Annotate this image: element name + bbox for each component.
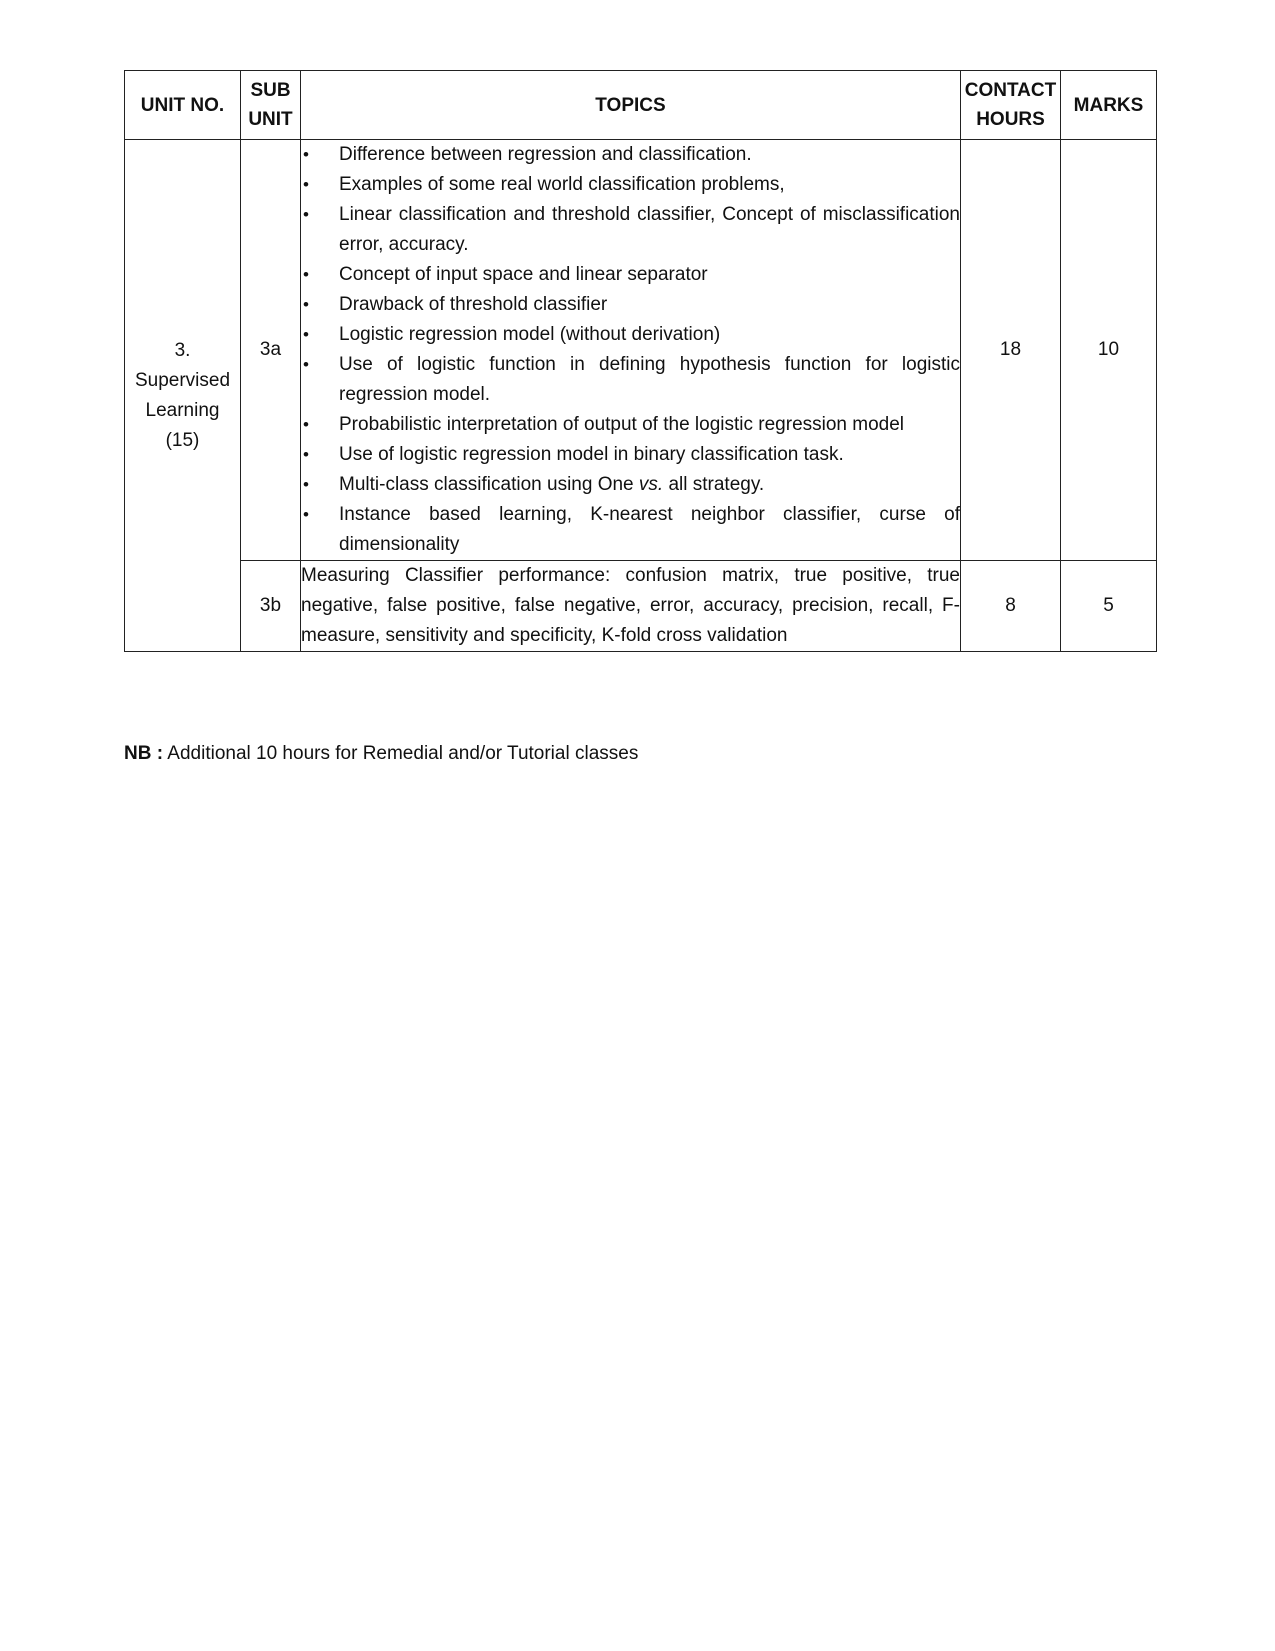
bullet-icon: • — [303, 175, 309, 194]
footnote — [124, 739, 638, 769]
bullet-icon: • — [303, 295, 309, 314]
list-item: • Use of logistic regression model in binary classification task. — [301, 440, 960, 470]
sub-unit-3b: 3b — [241, 561, 301, 652]
table-header-row — [125, 71, 1157, 140]
syllabus-page — [124, 70, 1156, 652]
list-item: • Multi-class classification using One vs. all strategy. — [301, 470, 960, 500]
syllabus-table — [124, 70, 1157, 652]
list-item: • Linear classification and threshold classifier, Concept of misclassification error, accuracy. — [301, 200, 960, 260]
list-item: • Probabilistic interpretation of output of the logistic regression model — [301, 410, 960, 440]
contact-hours-3a: 18 — [961, 140, 1061, 561]
unit-total: (15) — [165, 429, 200, 451]
bullet-icon: • — [303, 325, 309, 344]
bullet-icon: • — [303, 205, 309, 224]
footnote-text: Additional 10 hours for Remedial and/or Tutorial classes — [163, 743, 639, 764]
header-topics: TOPICS — [301, 71, 961, 140]
topics-3a — [301, 140, 961, 561]
marks-3a: 10 — [1061, 140, 1157, 561]
list-item: • Drawback of threshold classifier — [301, 290, 960, 320]
bullet-icon: • — [303, 475, 309, 494]
bullet-icon: • — [303, 355, 309, 374]
list-item: • Instance based learning, K-nearest neighbor classifier, curse of dimensionality — [301, 500, 960, 560]
table-row — [125, 140, 1157, 561]
list-item: • Use of logistic function in defining hypothesis function for logistic regression model. — [301, 350, 960, 410]
list-item: • Concept of input space and linear separator — [301, 260, 960, 290]
marks-3b: 5 — [1061, 561, 1157, 652]
header-marks: MARKS — [1061, 71, 1157, 140]
header-unit-no: UNIT NO. — [125, 71, 241, 140]
list-item: • Examples of some real world classification problems, — [301, 170, 960, 200]
header-sub-unit: SUB UNIT — [241, 71, 301, 140]
bullet-icon: • — [303, 415, 309, 434]
topics-3b: Measuring Classifier performance: confusion matrix, true positive, true negative, false positive, false negative, error, accuracy, precision, recall, F-measure, sensitivity and specificity, K-fold cross validation — [301, 561, 961, 652]
sub-unit-3a: 3a — [241, 140, 301, 561]
header-contact-hours: CONTACT HOURS — [961, 71, 1061, 140]
unit-name-line1: Supervised — [134, 369, 231, 391]
list-item: • Difference between regression and classification. — [301, 140, 960, 170]
bullet-icon: • — [303, 445, 309, 464]
table-row — [125, 561, 1157, 652]
topic-list — [301, 140, 960, 560]
contact-hours-3b: 8 — [961, 561, 1061, 652]
footnote-label: NB : — [124, 743, 164, 764]
unit-number: 3. — [174, 339, 191, 361]
bullet-icon: • — [303, 265, 309, 284]
bullet-icon: • — [303, 505, 309, 524]
bullet-icon: • — [303, 145, 309, 164]
unit-name-line2: Learning — [145, 399, 220, 421]
unit-cell — [125, 140, 241, 652]
list-item: • Logistic regression model (without derivation) — [301, 320, 960, 350]
